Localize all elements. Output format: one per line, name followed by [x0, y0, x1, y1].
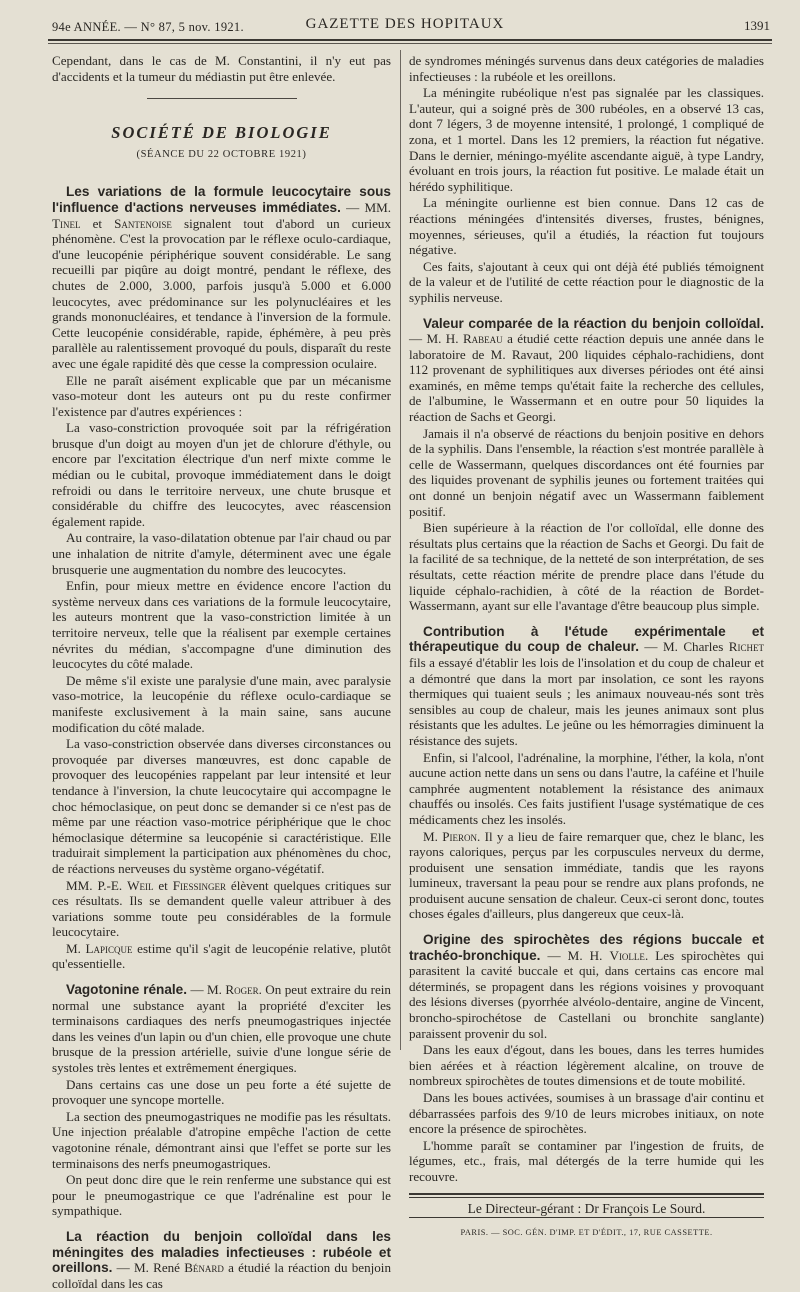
- section-title: SOCIÉTÉ DE BIOLOGIE: [111, 123, 332, 143]
- author-name: Tinel: [52, 215, 81, 231]
- article-title: Contribution à l'étude expérimentale et thérapeutique du coup de chaleur.: [409, 623, 764, 655]
- paragraph: L'homme paraît se contaminer par l'ingestion de fruits, de légumes, etc., frais, mal détergés de la terre humide qui les recouvre.: [409, 1137, 764, 1184]
- column-divider: [400, 50, 401, 1050]
- article-title: Les variations de la formule leucocytaire sous l'influence d'actions nerveuses immédiates.: [52, 184, 391, 215]
- journal-title: GAZETTE DES HOPITAUX: [305, 16, 505, 32]
- paragraph: Enfin, si l'alcool, l'adrénaline, la morphine, l'éther, la kola, n'ont aucune action nette dans un sens ou dans l'autre, la caféine et l'huile camphrée augmentent notablement la résistance des animaux chauffés ou insolés. Ces faits justifient l'usage systématique de ces médicaments chez les insolés.: [409, 749, 764, 827]
- paragraph: La méningite rubéolique n'est pas signalée par les classiques. L'auteur, qui a soigné près de 300 rubéoles, en a observé 13 cas, dont 7 légers, 3 de moyenne intensité, 1 prolongé, 1 compliqué de zona, et 1 mortel. Dans les 12 premiers, la réaction fut négative. Dans le dernier, méningo-myélite ascendante aiguë, à type Landry, évoluant en trois jours, la réaction fut positive. Le malade était un hérédo syphilitique.: [409, 85, 764, 194]
- article-valeur-benjoin-p1: Valeur comparée de la réaction du benjoin colloïdal. — M. H. Rabeau a étudié cette réaction depuis une année dans le laboratoire de M. Ravaut, 200 liquides céphalo-rachidiens, dont 112 provenant de syphilitiques aux diverses périodes ont été ainsi examinés, en même temps qu'était faite la recherche des cellules, de l'albumine, le Wassermann et en outre pour 50 liquides la réaction de Sachs et Georgi.: [409, 315, 764, 425]
- printer-line: PARIS. — SOC. GÉN. D'IMP. ET D'ÉDIT., 17, RUE CASSETTE.: [460, 1228, 713, 1238]
- director-line: Le Directeur-gérant : Dr François Le Sourd.: [467, 1200, 706, 1216]
- article-spirochetes-p1: Origine des spirochètes des régions buccale et trachéo-bronchique. — M. H. Violle. Les spirochètes qui parasitent la cavité buccale et qui, dans certains cas encore mal déterminés, se propagent dans les régions voisines y provoquant des lésions diverses (pyorrhée alvéolo-dentaire, angine de Vincent, broncho-spirochétose de Castellani ou bronchite sanglante) paraissent provenir du sol.: [409, 932, 764, 1041]
- author-name: Weil: [127, 877, 154, 893]
- paragraph: de syndromes méningés survenus dans deux catégories de maladies infectieuses : la rubéole et les oreillons.: [409, 53, 764, 84]
- paragraph: Dans les eaux d'égout, dans les boues, dans les terres humides bien aérées et à réaction légèrement alcaline, on trouve de nombreux spirochètes de toutes dimensions et de toute mobilité.: [409, 1042, 764, 1089]
- paragraph: La vaso-constriction observée dans diverses circonstances ou provoquée par diverses manœuvres, est donc capable de provoquer des leucopénies rappelant par leur intensité et leur tendance à l'inversion, la chute leucocytaire qui accompagne le choc hémoclasique, on peut donc se demander si ce n'est pas de même par une réaction vaso-motrice périphérique que le choc hémoclasique détermine sa leucopénie si caractéristique. Elle traduirait simplement la participation aux phénomènes du choc, de réactions nerveuses du système organo-végétatif.: [52, 736, 391, 876]
- left-column: [52, 53, 391, 1292]
- header-rule: [48, 39, 772, 41]
- paragraph: Bien supérieure à la réaction de l'or colloïdal, elle donne des résultats plus certains que la réaction de Sachs et Georgi. Du fait de la facilité de sa technique, de la netteté de son interprétation, de ses résultats, cette réaction mérite de prendre place dans l'étude du liquide céphalo-rachidien, à côté de la réaction de Bordet-Wassermann, ayant sur elle l'avantage d'être beaucoup plus simple.: [409, 520, 764, 614]
- seance-date: (SÉANCE DU 22 OCTOBRE 1921): [136, 148, 307, 160]
- author-name: Roger: [225, 982, 259, 998]
- right-column: [409, 53, 764, 1242]
- footer-rule-thin: [409, 1197, 764, 1198]
- issue-line: 94e ANNÉE. — N° 87, 5 nov. 1921.: [52, 20, 244, 34]
- intro-paragraph: Cependant, dans le cas de M. Constantini, il n'y eut pas d'accidents et la tumeur du médiastin put être enlevée.: [52, 53, 391, 84]
- footer-rule: [409, 1193, 764, 1195]
- paragraph: M. Lapicque estime qu'il s'agit de leucopénie relative, plutôt qu'essentielle.: [52, 940, 391, 972]
- page-number: 1391: [744, 18, 770, 33]
- article-benjoin-meningites-p1: La réaction du benjoin colloïdal dans les méningites des maladies infectieuses : rubéole et oreillons. — M. René Bénard a étudié la réaction du benjoin colloïdal dans les cas: [52, 1228, 391, 1291]
- paragraph: Dans les boues activées, soumises à un brassage d'air continu et débarrassées parfois des 9/10 de leurs microbes initiaux, on note encore la présence de spirochètes.: [409, 1090, 764, 1137]
- paragraph: Dans certains cas une dose un peu forte a été sujette de provoquer une syncope mortelle.: [52, 1076, 391, 1108]
- paragraph: La méningite ourlienne est bien connue. Dans 12 cas de réactions méningées d'intensités diverses, frustes, bénignes, moyennes, sérieuses, qu'il a étudiés, la réaction fut toujours négative.: [409, 195, 764, 258]
- paragraph: On peut donc dire que le rein renferme une substance qui est pour le pneumogastrique ce que l'adrénaline est pour le sympathique.: [52, 1172, 391, 1219]
- paragraph: Ces faits, s'ajoutant à ceux qui ont déjà été publiés témoignent de la valeur et de l'utilité de cette réaction pour le diagnostic de la syphilis nerveuse.: [409, 258, 764, 305]
- paragraph: Au contraire, la vaso-dilatation obtenue par l'air chaud ou par une inhalation de nitrite d'amyle, déterminent avec une égale brusquerie une augmentation du nombre des leucocytes.: [52, 530, 391, 577]
- article-coup-de-chaleur-p1: Contribution à l'étude expérimentale et thérapeutique du coup de chaleur. — M. Charles Richet fils a essayé d'établir les lois de l'insolation et du coup de chaleur et a démontré que dans la mort par insolation, ce sont les rayons thermiques qui tuaient seuls ; les animaux nouveau-nés sont très sensibles au coup de chaleur, mais les jeunes animaux sont plus résistants que les adultes. Le jeûne ou les hémorragies diminuent la résistance des sujets.: [409, 623, 764, 748]
- paragraph: La vaso-constriction provoquée soit par la réfrigération brusque d'un doigt au moyen d'un jet de chlorure d'éthyle, ou encore par l'excitation électrique d'un nerf mixte comme le médian ou le cubital, provoque immédiatement dans le doigt refroidi ou dans le territoire nerveux, une chute brusque et considérable du chiffre des leucocytes, avec réascension également rapide.: [52, 420, 391, 529]
- author-name: Bénard: [184, 1260, 224, 1276]
- article-leucocytaire-p1: Les variations de la formule leucocytaire sous l'influence d'actions nerveuses immédiates. — MM. Tinel et Santenoise signalent tout d'abord un curieux phénomène. C'est la provocation par le réflexe oculo-cardiaque, d'une leucopénie périphérique souvent considérable. Le sang recueilli par piqûre au doigt montré, pendant le réflexe, des chutes de 2.000, 3.000, parfois jusqu'à 5.000 et 6.000 leucocytes, avec prédominance sur les polynucléaires et les grands mononucléaires, et tendance à l'inversion de la formule. Cette leucopénie considérable, rapide, éphémère, à peu près parallèle au ralentissement provoqué du pouls, disparaît du reste avec une égale rapidité dès que cesse la compression oculaire.: [52, 184, 391, 371]
- author-name: Lapicque: [85, 940, 133, 956]
- author-name: Santenoise: [114, 215, 172, 231]
- paragraph: La section des pneumogastriques ne modifie pas les résultats. Une injection préalable d'atropine empêche l'action de cette vagotonine rénale, démontrant ainsi que l'effet se porte sur les terminaisons des nerfs pneumogastriques.: [52, 1108, 391, 1171]
- article-title: Origine des spirochètes des régions buccale et trachéo-bronchique.: [409, 932, 764, 963]
- article-title: Vagotonine rénale.: [66, 982, 188, 998]
- author-name: Fiessinger: [172, 877, 226, 893]
- article-vagotonine-p1: Vagotonine rénale. — M. Roger. On peut extraire du rein normal une substance ayant la propriété d'exciter les terminaisons cardiaques des nerfs pneumogastriques injectée dans les veines d'un lapin ou d'un chien, elle provoque une chute brusque de la pression artérielle, suivie d'une longue série de systoles très lentes et extrêmement énergiques.: [52, 982, 391, 1076]
- author-name: Pieron: [442, 828, 478, 844]
- author-name: Violle: [609, 947, 645, 963]
- paragraph: De même s'il existe une paralysie d'une main, avec paralysie vaso-motrice, la leucopénie du réflexe oculo-cardiaque se manifeste exclusivement à la main saine, sans aucune modification du côté malade.: [52, 672, 391, 735]
- running-header: [40, 14, 770, 36]
- header-rule-thin: [48, 43, 772, 44]
- paragraph: M. Pieron. Il y a lieu de faire remarquer que, chez le blanc, les rayons caloriques, perçus par les corpuscules nerveux du derme, produisent une sensation immédiate, tandis que les rayons lumineux, traversant la peau pour se rendre aux plans profonds, ne produisent aucune sensation de chaleur. Ceux-ci seront donc, toutes choses égales d'ailleurs, plus dangereux que ceux-là.: [409, 828, 764, 922]
- article-title: La réaction du benjoin colloïdal dans les méningites des maladies infectieuses : rubéole et oreillons.: [52, 1228, 391, 1276]
- paragraph: Enfin, pour mieux mettre en évidence encore l'action du système nerveux dans ces variations de la formule leucocytaire, les auteurs montrent que la vaso-constriction limitée à un territoire nerveux, telle que la réalisent par exemple certaines névrites du médian, s'accompagne d'une diminution des leucocytes du côté malade.: [52, 578, 391, 672]
- paragraph: Elle ne paraît aisément explicable que par un mécanisme vaso-moteur dont les auteurs ont pu du reste confirmer l'existence par d'autres expériences :: [52, 372, 391, 419]
- article-title: Valeur comparée de la réaction du benjoin colloïdal.: [423, 315, 764, 331]
- paragraph: MM. P.-E. Weil et Fiessinger élèvent quelques critiques sur ces résultats. Ils se demandent quelle valeur attribuer à des variations somme toute peu considérables de la formule leucocytaire.: [52, 877, 392, 940]
- author-name: Richet: [728, 639, 764, 655]
- footer-rule-bottom: [409, 1217, 764, 1218]
- paragraph: Jamais il n'a observé de réactions du benjoin positive en dehors de la syphilis. Dans l'ensemble, la réaction s'est montrée parallèle à celle de Wassermann, quelques discordances ont été fournies par des liquides provenant de syphilis jeunes ou fortement traitées qui ont donné un benjoin négatif avec un Wassermann faiblement positif.: [409, 425, 764, 519]
- section-rule: [147, 98, 297, 99]
- author-name: Rabeau: [462, 331, 503, 347]
